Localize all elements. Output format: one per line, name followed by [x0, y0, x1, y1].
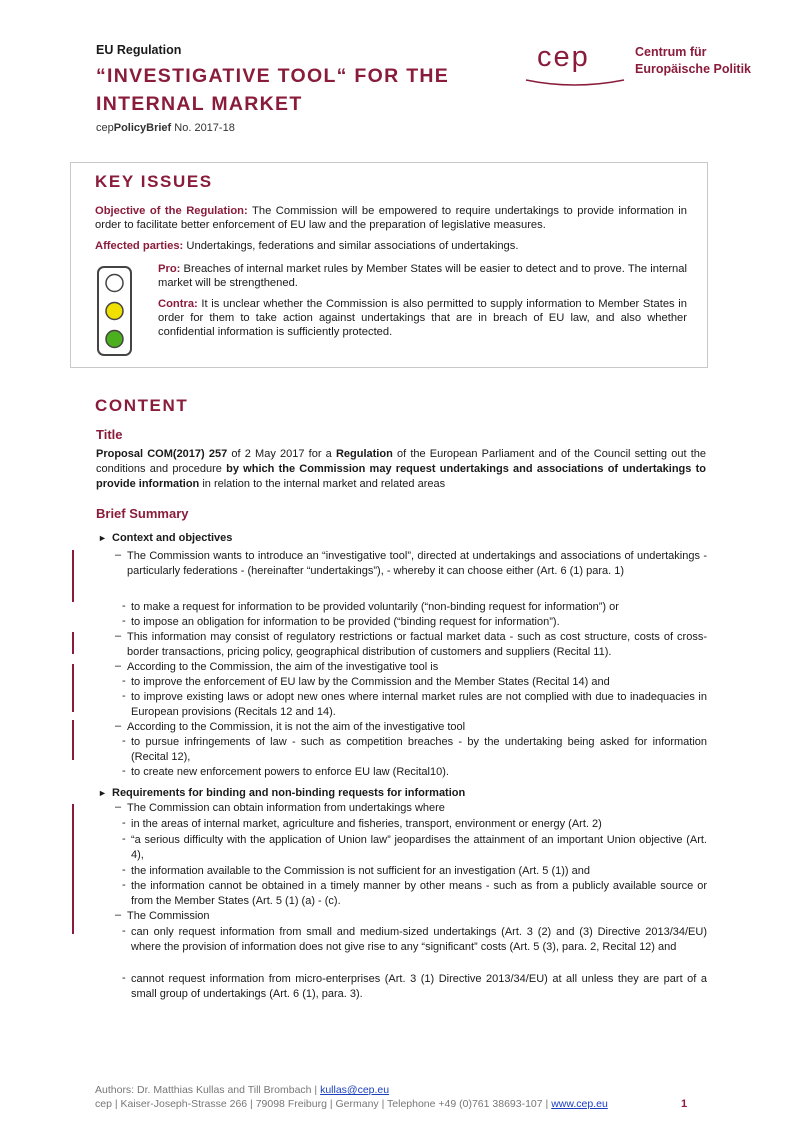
margin-bar	[72, 632, 74, 654]
list-item: to improve the enforcement of EU law by the Commission and the Member States (Recital 14) and	[131, 676, 610, 688]
section-context-label: Context and objectives	[112, 532, 233, 544]
footer-authors-text: Authors: Dr. Matthias Kullas and Till Brombach |	[95, 1084, 321, 1096]
title-bold2: Regulation	[335, 448, 393, 460]
brief-prefix: cep	[96, 122, 114, 134]
pro-label: Pro:	[158, 263, 181, 275]
pro-paragraph	[158, 262, 687, 290]
subdash-bullet-icon: -	[122, 833, 126, 845]
subdash-bullet-icon: -	[122, 879, 126, 891]
list-item: cannot request information from micro-enterprises (Art. 3 (1) Directive 2013/34/EU) at all unless they are part of a small group of undertakings (Art. 6 (1), para. 3).	[131, 973, 707, 1000]
objective-text: The Commission will be empowered to require undertakings to provide information in order to facilitate better enforcement of EU law and the preparation of legislative measures.	[95, 205, 687, 231]
contra-text: It is unclear whether the Commission is also permitted to supply information to Member States in order for them to take action against undertakings that are in breach of EU law, and also whether confidential information is sufficiently protected.	[158, 298, 687, 338]
title-bold1: Proposal COM(2017) 257	[96, 448, 228, 460]
list-item: “a serious difficulty with the application of Union law” jeopardises the attainment of an important Union objective (Art. 4),	[131, 834, 707, 861]
document-title-line1: “INVESTIGATIVE TOOL“ FOR THE	[96, 65, 450, 87]
title-text2: of the European Parliament and of the Council setting out the conditions and procedure	[96, 448, 706, 475]
margin-bar	[72, 720, 74, 760]
document-kicker: EU Regulation	[96, 43, 182, 57]
section-context	[98, 532, 232, 544]
document-title	[96, 62, 516, 118]
list-item: the information available to the Commission is not sufficient for an investigation (Art. 5 (1)) and	[131, 865, 590, 877]
title-heading: Title	[96, 427, 123, 442]
dash-bullet-icon: –	[115, 660, 122, 672]
list-item: to pursue infringements of law - such as competition breaches - by the undertaking being asked for information (Recital 12),	[131, 736, 707, 763]
margin-bar	[72, 664, 74, 712]
subdash-bullet-icon: -	[122, 735, 126, 747]
brief-number: No. 2017-18	[171, 122, 235, 134]
triangle-bullet-icon: ►	[98, 788, 107, 798]
website-link[interactable]: www.cep.eu	[551, 1098, 608, 1110]
logo-org-line2: Europäische Politik	[635, 62, 752, 76]
contra-paragraph	[158, 297, 687, 339]
page-number: 1	[681, 1098, 688, 1110]
dash-bullet-icon: –	[115, 549, 122, 561]
brief-bold: PolicyBrief	[113, 122, 172, 134]
list-item: the information cannot be obtained in a timely manner by other means - such as from a publicly available source or from the Member States (Art. 5 (1) (a) - (c).	[131, 880, 707, 907]
author-email-link[interactable]: kullas@cep.eu	[320, 1084, 390, 1096]
list-item: The Commission wants to introduce an “investigative tool”, directed at undertakings and associations of undertakings - particularly federations - (hereinafter “undertakings”), - whereby it can choose either (Art. 6 (1) para. 1)	[127, 550, 707, 577]
logo-word: cep	[537, 41, 590, 73]
list-item: to make a request for information to be provided voluntarily (“non-binding request for information”) or	[131, 601, 619, 613]
footer-authors	[95, 1084, 389, 1096]
title-text3: in relation to the internal market and related areas	[199, 478, 446, 490]
subdash-bullet-icon: -	[122, 765, 126, 777]
subdash-bullet-icon: -	[122, 675, 126, 687]
dash-bullet-icon: –	[115, 909, 122, 921]
contra-label: Contra:	[158, 298, 198, 310]
list-item: According to the Commission, the aim of the investigative tool is	[127, 661, 439, 673]
title-text1: of 2 May 2017 for a	[227, 448, 336, 460]
objective-label: Objective of the Regulation:	[95, 205, 248, 217]
list-item: to impose an obligation for information to be provided (“binding request for information”).	[131, 616, 560, 628]
footer-address-text: cep | Kaiser-Joseph-Strasse 266 | 79098 Freiburg | Germany | Telephone +49 (0)761 38693-107 |	[95, 1098, 552, 1110]
list-item: can only request information from small and medium-sized undertakings (Art. 3 (2) and (3) Directive 2013/34/EU) where the provision of information does not give rise to any “significant” costs (Art. 5 (3), para. 2, Recital 12) and	[131, 926, 707, 953]
document-title-line2: INTERNAL MARKET	[96, 93, 303, 115]
subdash-bullet-icon: -	[122, 972, 126, 984]
subdash-bullet-icon: -	[122, 615, 126, 627]
subdash-bullet-icon: -	[122, 864, 126, 876]
dash-bullet-icon: –	[115, 801, 122, 813]
list-item: According to the Commission, it is not the aim of the investigative tool	[127, 721, 466, 733]
content-heading: CONTENT	[95, 396, 189, 415]
list-item: to improve existing laws or adopt new ones where internal market rules are not complied with due to inadequacies in European provisions (Recitals 12 and 14).	[131, 691, 707, 718]
footer-address	[95, 1098, 608, 1110]
subdash-bullet-icon: -	[122, 817, 126, 829]
subdash-bullet-icon: -	[122, 600, 126, 612]
margin-bar	[72, 550, 74, 602]
section-requirements-label: Requirements for binding and non-binding requests for information	[112, 787, 466, 799]
cep-logo	[522, 38, 762, 88]
subdash-bullet-icon: -	[122, 925, 126, 937]
logo-arc-icon	[524, 78, 629, 88]
list-item: to create new enforcement powers to enforce EU law (Recital10).	[131, 766, 449, 778]
key-issues-heading: KEY ISSUES	[95, 172, 213, 191]
list-item: The Commission	[127, 910, 210, 922]
triangle-bullet-icon: ►	[98, 533, 107, 543]
title-paragraph	[96, 447, 706, 492]
policy-brief-number	[96, 122, 235, 134]
affected-paragraph	[95, 239, 687, 253]
dash-bullet-icon: –	[115, 720, 122, 732]
objective-paragraph	[95, 204, 687, 232]
affected-label: Affected parties:	[95, 240, 184, 252]
logo-organization	[635, 44, 751, 78]
dash-bullet-icon: –	[115, 630, 122, 642]
list-item: This information may consist of regulatory restrictions or factual market data - such as cost structure, costs of cross-border transactions, pricing policy, geographical distribution of customers and suppliers (Recital 11).	[127, 631, 707, 658]
affected-text: Undertakings, federations and similar associations of undertakings.	[183, 240, 519, 252]
title-bold3: by which the Commission may request undertakings and associations of undertakings to provide information	[96, 463, 706, 490]
traffic-light-icon	[97, 266, 132, 356]
section-requirements	[98, 787, 465, 799]
pro-text: Breaches of internal market rules by Member States will be easier to detect and to prove. The internal market will be strengthened.	[158, 263, 687, 289]
list-item: in the areas of internal market, agriculture and fisheries, transport, environment or energy (Art. 2)	[131, 818, 602, 830]
margin-bar	[72, 804, 74, 934]
list-item: The Commission can obtain information from undertakings where	[127, 802, 445, 814]
logo-org-line1: Centrum für	[635, 45, 707, 59]
summary-heading: Brief Summary	[96, 506, 189, 521]
subdash-bullet-icon: -	[122, 690, 126, 702]
